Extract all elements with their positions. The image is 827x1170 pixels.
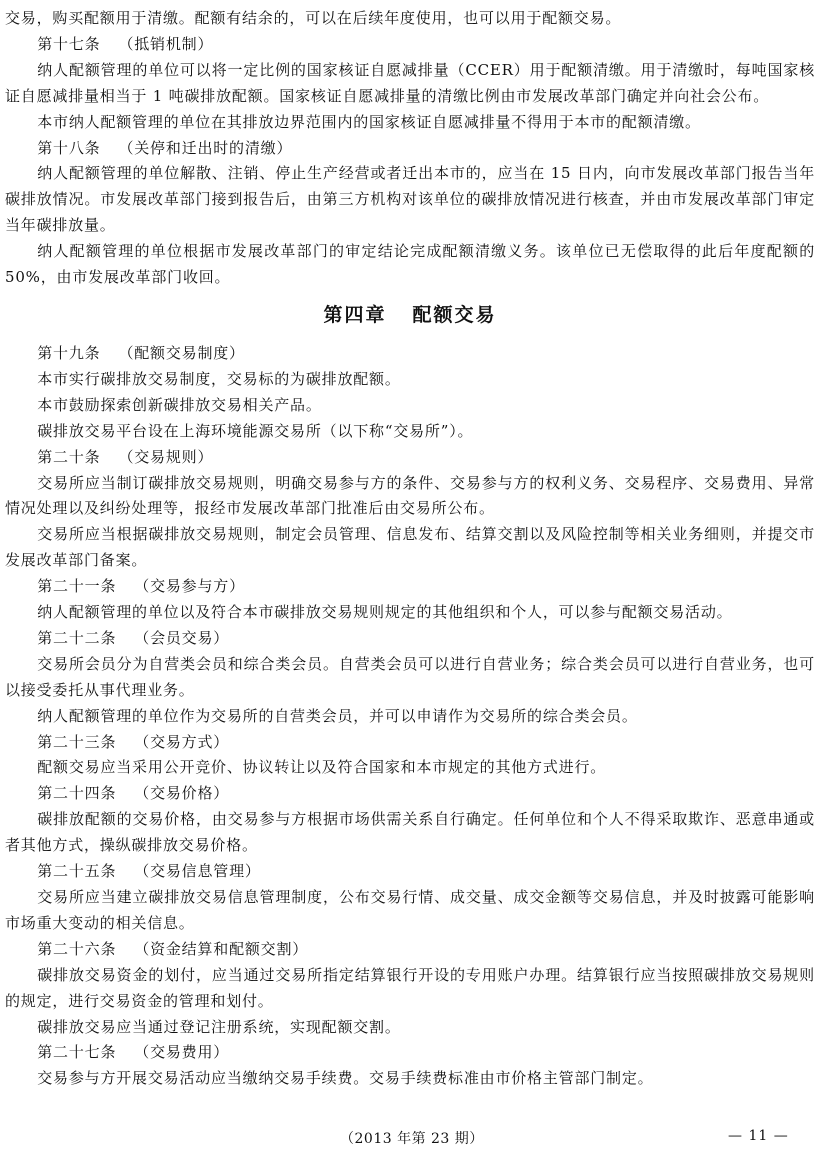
body-paragraph: 配额交易应当采用公开竞价、协议转让以及符合国家和本市规定的其他方式进行。: [37, 758, 607, 777]
article-subtitle: （资金结算和配额交割）: [134, 939, 309, 958]
article-number: 第二十三条: [37, 732, 117, 751]
article-heading: [5, 781, 815, 807]
chapter-title: 配额交易: [412, 303, 497, 326]
article-subtitle: （会员交易）: [134, 628, 230, 647]
body-paragraph: 本市纳人配额管理的单位在其排放边界范围内的国家核证自愿减排量不得用于本市的配额清缴。: [37, 112, 701, 131]
article-number: 第十八条: [37, 138, 101, 157]
issue-label: （2013 年第 23 期）: [340, 1131, 484, 1147]
body-paragraph: 交易所应当建立碳排放交易信息管理制度，公布交易行情、成交量、成交金额等交易信息，并及时披露可能影响市场重大变动的相关信息。: [5, 888, 815, 932]
body-paragraph: 本市实行碳排放交易制度，交易标的为碳排放配额。: [37, 369, 401, 388]
article-subtitle: （交易费用）: [134, 1043, 230, 1062]
article-number: 第二十七条: [37, 1043, 117, 1062]
body-paragraph: 碳排放交易应当通过登记注册系统，实现配额交割。: [37, 1017, 401, 1036]
article-heading: [5, 626, 815, 652]
chapter-heading: [5, 300, 815, 330]
article-heading: [5, 574, 815, 600]
body-paragraph: 碳排放交易资金的划付，应当通过交易所指定结算银行开设的专用账户办理。结算银行应当按照碳排放交易规则的规定，进行交易资金的管理和划付。: [5, 965, 815, 1010]
article-heading: [5, 859, 815, 885]
article-subtitle: （交易方式）: [134, 732, 230, 751]
article-number: 第二十一条: [37, 577, 117, 596]
article-subtitle: （交易规则）: [118, 447, 214, 466]
article-heading: [5, 32, 815, 58]
article-subtitle: （交易信息管理）: [134, 862, 261, 881]
chapter-number: 第四章: [323, 303, 387, 326]
page-footer: [0, 1128, 827, 1154]
article-heading: [5, 730, 815, 756]
article-number: 第十七条: [37, 34, 101, 53]
body-paragraph: 纳人配额管理的单位根据市发展改革部门的审定结论完成配额清缴义务。该单位已无偿取得的此后年度配额的 50%，由市发展改革部门收回。: [5, 242, 815, 287]
article-subtitle: （交易参与方）: [134, 577, 245, 596]
body-paragraph: 交易，购买配额用于清缴。配额有结余的，可以在后续年度使用，也可以用于配额交易。: [5, 9, 622, 27]
article-number: 第二十五条: [37, 862, 117, 881]
body-paragraph: 碳排放配额的交易价格，由交易参与方根据市场供需关系自行确定。任何单位和个人不得采取欺诈、恶意串通或者其他方式，操纵碳排放交易价格。: [5, 810, 815, 855]
article-number: 第二十四条: [37, 784, 117, 803]
article-subtitle: （配额交易制度）: [118, 343, 245, 362]
page-number: — 11 —: [728, 1128, 789, 1144]
article-subtitle: （交易价格）: [134, 784, 230, 803]
body-paragraph: 交易所应当根据碳排放交易规则，制定会员管理、信息发布、结算交割以及风险控制等相关业务细则，并提交市发展改革部门备案。: [5, 525, 815, 570]
body-paragraph: 交易参与方开展交易活动应当缴纳交易手续费。交易手续费标准由市价格主管部门制定。: [37, 1069, 654, 1088]
article-number: 第二十条: [37, 447, 101, 466]
article-subtitle: （抵销机制）: [118, 34, 214, 53]
article-heading: [5, 937, 815, 963]
document-body: [5, 6, 815, 1092]
body-paragraph: 纳人配额管理的单位可以将一定比例的国家核证自愿减排量（CCER）用于配额清缴。用于清缴时，每吨国家核证自愿减排量相当于 1 吨碳排放配额。国家核证自愿减排量的清缴比例由市发展改革部门确定并向社会公布。: [5, 60, 815, 105]
article-number: 第十九条: [37, 343, 101, 362]
body-paragraph: 本市鼓励探索创新碳排放交易相关产品。: [37, 395, 322, 414]
body-paragraph: 纳人配额管理的单位解散、注销、停止生产经营或者迁出本市的，应当在 15 日内，向市发展改革部门报告当年碳排放情况。市发展改革部门接到报告后，由第三方机构对该单位的碳排放情况进行核查，并由市发展改革部门审定当年碳排放量。: [5, 164, 815, 235]
body-paragraph: 交易所应当制订碳排放交易规则，明确交易参与方的条件、交易参与方的权利义务、交易程序、交易费用、异常情况处理以及纠纷处理等，报经市发展改革部门批准后由交易所公布。: [5, 473, 815, 518]
article-heading: [5, 341, 815, 367]
article-heading: [5, 1040, 815, 1066]
article-subtitle: （关停和迁出时的清缴）: [118, 138, 293, 157]
body-paragraph: 碳排放交易平台设在上海环境能源交易所（以下称“交易所”）。: [37, 421, 474, 440]
article-heading: [5, 445, 815, 471]
article-number: 第二十二条: [37, 628, 117, 647]
article-heading: [5, 136, 815, 162]
body-paragraph: 纳人配额管理的单位作为交易所的自营类会员，并可以申请作为交易所的综合类会员。: [37, 706, 638, 725]
article-number: 第二十六条: [37, 939, 117, 958]
body-paragraph: 交易所会员分为自营类会员和综合类会员。自营类会员可以进行自营业务；综合类会员可以进行自营业务，也可以接受委托从事代理业务。: [5, 654, 815, 699]
body-paragraph: 纳人配额管理的单位以及符合本市碳排放交易规则规定的其他组织和个人，可以参与配额交易活动。: [37, 603, 733, 622]
